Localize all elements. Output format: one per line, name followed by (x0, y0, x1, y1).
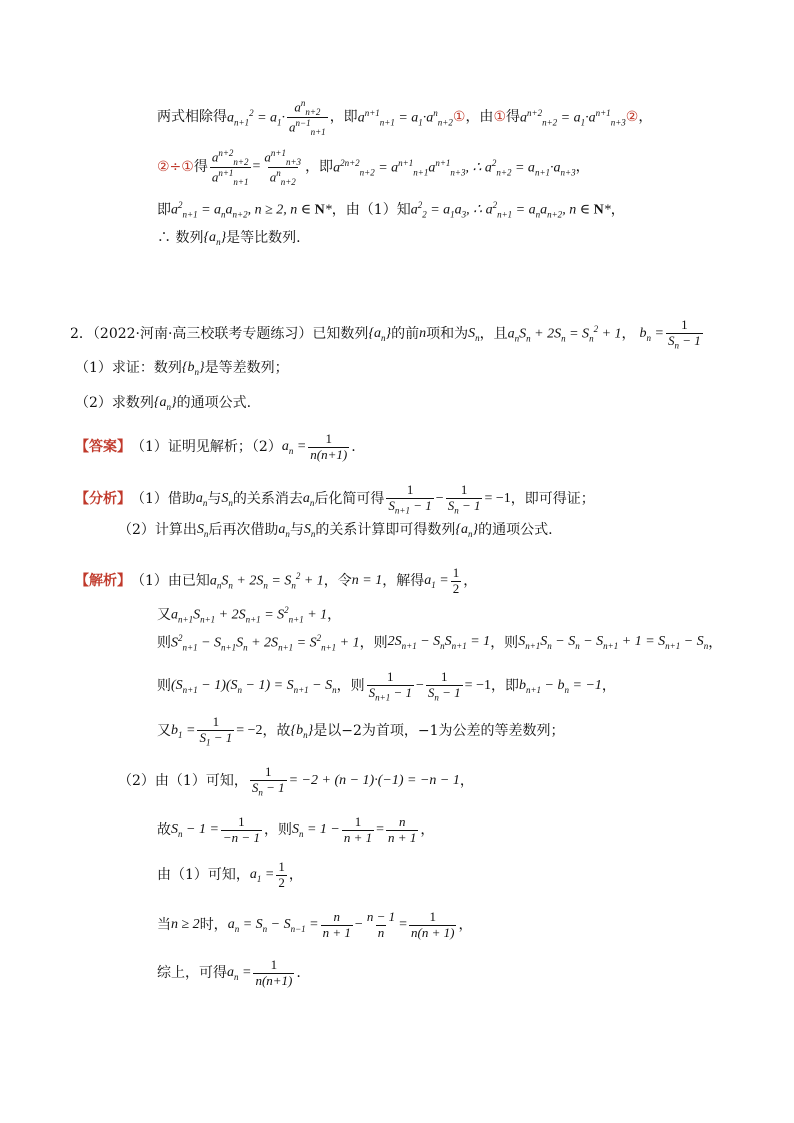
text: ， (610, 201, 625, 218)
text: 与 (289, 522, 304, 539)
fraction: $\frac{1}{n(n+1)}$ (310, 431, 348, 462)
fraction: $\frac{a^{n+1}_{n+3}}{a^n_{n+2}}$ (264, 148, 302, 188)
math: $\{b_n\}$ (290, 722, 314, 740)
solution-part2-line-3 (157, 860, 303, 891)
text: （1）借助 (131, 491, 196, 508)
text: 故 (157, 822, 171, 839)
solution-line-1 (75, 566, 477, 597)
text: 是等差数列； (204, 360, 289, 377)
question-source: 2．（2022·河南·高三校联考专题练习）已知数列 (70, 326, 369, 343)
math: $b_1$ = (171, 722, 196, 740)
math: $S_n$ (303, 522, 316, 539)
math: $a_{n+1}^2 = a_1\cdot$ (227, 107, 286, 128)
fraction: $\frac{n}{n + 1}$ (322, 909, 351, 940)
text: ，即 (305, 159, 334, 176)
text: . (296, 965, 301, 982)
solution-part2-line-4: 当 n ≥ 2 时， $a_n = S_n - S_{n-1}$ = $\frac{n}{n + 1}$ − $\frac{n - 1}{n}$ = $\frac{1}{n(n + 1)}$ ， (157, 909, 473, 940)
math: $\{a_n\}$ (368, 325, 392, 343)
fraction: $\frac{1}{n + 1}$ (343, 814, 373, 845)
top-line-2: ②÷① 得 $\frac{a^{n+2}_{n+2}}{a^{n+1}_{n+1}}$ = $\frac{a^{n+1}_{n+3}}{a^n_{n+2}}$ ，即 $a^{2n+2}_{n+2} = a^{n+1}_{n+1}a^{n+1}_{n+3}$, ∴ $a^2_{n+2} = a_{n+1}\cdot a_{n+3}$ ， (157, 148, 590, 188)
math: $\{a_n\}$ (203, 230, 227, 247)
text: 后再次借助 (208, 522, 279, 539)
text: ， (708, 634, 723, 651)
text: （2）由（1）可知， (118, 773, 248, 790)
text: 的前 (391, 326, 420, 343)
math: $a_n = S_n - S_{n-1}$ = (227, 916, 319, 934)
text: （1）证明见解析；（2） (131, 439, 282, 456)
fraction: $\frac{a^n_{n+2}}{a^{n-1}_{n+1}}$ (289, 98, 326, 138)
math: $S_n$ (468, 325, 480, 343)
circle-two: ② (625, 109, 639, 126)
math: = −2 + (n − 1)·(−1) = −n − 1 (288, 773, 460, 789)
question-part-2 (75, 395, 251, 413)
text: 则 (157, 678, 171, 695)
question-stem (70, 318, 705, 351)
text: 得 (193, 159, 208, 176)
fraction: $\frac{1}{S_1 - 1}$ (199, 714, 233, 748)
text: ， (638, 109, 653, 126)
fraction: $\frac{1}{-n - 1}$ (222, 814, 260, 845)
text: ， (458, 917, 473, 934)
math: $a^{n+1}_{n+1} = a_1\cdot a^n_{n+2}$ (357, 107, 453, 128)
fraction: $\frac{1}{S_{n+1} - 1}$ (388, 482, 432, 516)
solution-conclusion (157, 958, 301, 989)
text: 则 (157, 634, 171, 651)
math: n ≥ 2 (171, 917, 200, 933)
text: （2）计算出 (118, 522, 197, 539)
text: ， (621, 326, 636, 343)
analysis-label: 【分析】 (75, 491, 131, 508)
text: ， (420, 822, 435, 839)
text: ∴ 数列 (157, 230, 204, 247)
top-line-3 (157, 200, 625, 220)
text: ，则 (359, 634, 388, 651)
fraction: $\frac{1}{S_{n+1} - 1}$ (368, 669, 412, 703)
text: ，则 (263, 822, 292, 839)
top-line-1 (157, 98, 652, 138)
math: n = 1 (351, 573, 383, 589)
math: $a^2_{n+1} = a_na_{n+2}$, n ≥ 2, n ∈ N* (171, 200, 332, 220)
text: 项和为 (426, 326, 469, 343)
text: 即 (157, 201, 171, 218)
fraction: $\frac{1}{S_n - 1}$ (667, 317, 701, 351)
fraction: $\frac{1}{n(n+1)}$ (255, 957, 293, 988)
text: ，故 (262, 723, 291, 740)
question-part-1 (75, 360, 289, 378)
math: $S^2_{n+1} - S_{n+1}S_n + 2S_{n+1} = S^2_{n+1} + 1$ (171, 633, 360, 653)
math: $a_n$ = (281, 438, 307, 456)
math: $\{a_n\}$ (455, 522, 479, 539)
math: $a_n$ (302, 490, 315, 508)
text: ， (327, 606, 342, 623)
math: $S_n$ (196, 522, 209, 539)
text: ，则 (490, 634, 519, 651)
math: $a_1$ = (424, 572, 449, 590)
fraction: $\frac{1}{S_n - 1}$ (427, 669, 461, 703)
math: n (419, 326, 427, 342)
text: ②÷① (157, 159, 194, 176)
math: $S_n = 1$ − (291, 821, 340, 839)
text: ，即 (490, 678, 519, 695)
text: ， (463, 573, 478, 590)
text: 又 (157, 606, 171, 623)
fraction: $\frac{1}{n(n + 1)}$ (411, 909, 455, 940)
text: 的关系消去 (232, 491, 303, 508)
text: ，由（1）知 (331, 201, 411, 218)
text: ， (459, 773, 474, 790)
math: $(S_{n+1} - 1)(S_n - 1) = S_{n+1} - S_n$ (171, 677, 337, 695)
text: 后化简可得 (314, 491, 385, 508)
fraction: $\frac{1}{S_n - 1}$ (447, 482, 481, 516)
text: 两式相除得 (157, 109, 227, 126)
math: $a_n$ (195, 490, 208, 508)
text: 的通项公式. (478, 522, 553, 539)
text: ，令 (323, 573, 352, 590)
math: $\{a_n\}$ (153, 395, 177, 412)
math: $a_1$ = (249, 866, 275, 884)
math: $S_n - 1$ = (171, 821, 219, 839)
text: 的关系计算即可得数列 (315, 522, 456, 539)
text: 当 (157, 917, 171, 934)
text: ，解得 (382, 573, 425, 590)
math: $S_{n+1}S_n - S_n - S_{n+1} + 1 = S_{n+1} - S_n$ (518, 634, 709, 652)
solution-line-4: 则 $(S_{n+1} - 1)(S_n - 1) = S_{n+1} - S_n$ ，则 $\frac{1}{S_{n+1} - 1}$ − $\frac{1}{S_n - 1}$ = −1 ，即 $b_{n+1} - b_n = -1$ ， (157, 669, 616, 703)
text: 时， (199, 917, 228, 934)
math: $a_{n+1}S_{n+1} + 2S_{n+1} = S^2_{n+1} + 1$ (171, 605, 328, 625)
text: ，即 (329, 109, 358, 126)
math: $2S_{n+1} - S_nS_{n+1} = 1$ (387, 634, 491, 652)
solution-label: 【解析】 (75, 573, 131, 590)
fraction: $\frac{1}{S_n - 1}$ (251, 764, 285, 798)
text: ，且 (479, 326, 508, 343)
math: $a^2_2 = a_1a_3$, ∴ $a^2_{n+1} = a_na_{n+2}$, n ∈ N* (410, 200, 611, 220)
text: 由（1）可知， (157, 867, 250, 884)
solution-line-5: 又 $b_1$ = $\frac{1}{S_1 - 1}$ = −2 ，故 $\{b_n\}$ 是以−2为首项，−1为公差的等差数列； (157, 714, 565, 748)
answer-line (75, 432, 356, 463)
text: 综上，可得 (157, 965, 227, 982)
math: $\{b_n\}$ (181, 360, 205, 377)
text: ， (601, 678, 616, 695)
text: 得 (506, 109, 520, 126)
fraction: $\frac{a^{n+2}_{n+2}}{a^{n+1}_{n+1}}$ (211, 148, 249, 188)
math: $a_n$ = (227, 964, 252, 982)
text: 又 (157, 723, 171, 740)
text: ， (575, 159, 590, 176)
math: $a_nS_n + 2S_n = S_n^2 + 1$ (507, 324, 622, 344)
text: ，由 (465, 109, 494, 126)
text: 的通项公式. (176, 395, 252, 412)
solution-line-3 (157, 633, 722, 653)
solution-line-2 (157, 605, 341, 625)
text: ，即可得证； (510, 491, 595, 508)
math: $a_n$ (278, 522, 290, 539)
math: $S_n$ (221, 490, 233, 508)
circle-one: ① (493, 109, 506, 126)
circle-one: ① (452, 109, 466, 126)
text: . (351, 439, 356, 456)
text: ， (288, 867, 303, 884)
fraction: $\frac{n - 1}{n}$ (366, 909, 396, 940)
text: （1）求证：数列 (75, 360, 182, 377)
text: （1）由已知 (131, 573, 210, 590)
answer-label: 【答案】 (75, 439, 131, 456)
text: ，则 (336, 678, 365, 695)
solution-part2-line-1 (118, 765, 474, 798)
analysis-line-1: 【分析】 （1）借助 $a_n$ 与 $S_n$ 的关系消去 $a_n$ 后化简可得 $\frac{1}{S_{n+1} - 1}$ − $\frac{1}{S_n - 1}$ = −1 ，即可得证； (75, 482, 595, 516)
math: $a^{2n+2}_{n+2} = a^{n+1}_{n+1}a^{n+1}_{n+3}$, ∴ $a^2_{n+2} = a_{n+1}\cdot a_{n+3}$ (333, 157, 576, 178)
text: 是以−2为首项，−1为公差的等差数列； (313, 723, 565, 740)
fraction: $\frac{1}{2}$ (278, 859, 285, 890)
text: 与 (207, 491, 222, 508)
fraction: $\frac{n}{n + 1}$ (388, 814, 417, 845)
math: $a^{n+2}_{n+2} = a_1\cdot a^{n+1}_{n+3}$ (520, 107, 626, 128)
fraction: $\frac{1}{2}$ (452, 565, 460, 596)
top-line-4 (157, 230, 301, 248)
math: $b_n$ = (639, 325, 664, 343)
text: 是等比数列. (226, 230, 301, 247)
solution-part2-line-2: 故 $S_n - 1$ = $\frac{1}{-n - 1}$ ，则 $S_n = 1$ − $\frac{1}{n + 1}$ = $\frac{n}{n + 1}$ ， (157, 814, 435, 845)
math: $a_nS_n + 2S_n = S_n^2 + 1$ (209, 571, 324, 591)
analysis-line-2 (118, 522, 553, 540)
math: $b_{n+1} - b_n = -1$ (518, 677, 602, 695)
text: （2）求数列 (75, 395, 154, 412)
